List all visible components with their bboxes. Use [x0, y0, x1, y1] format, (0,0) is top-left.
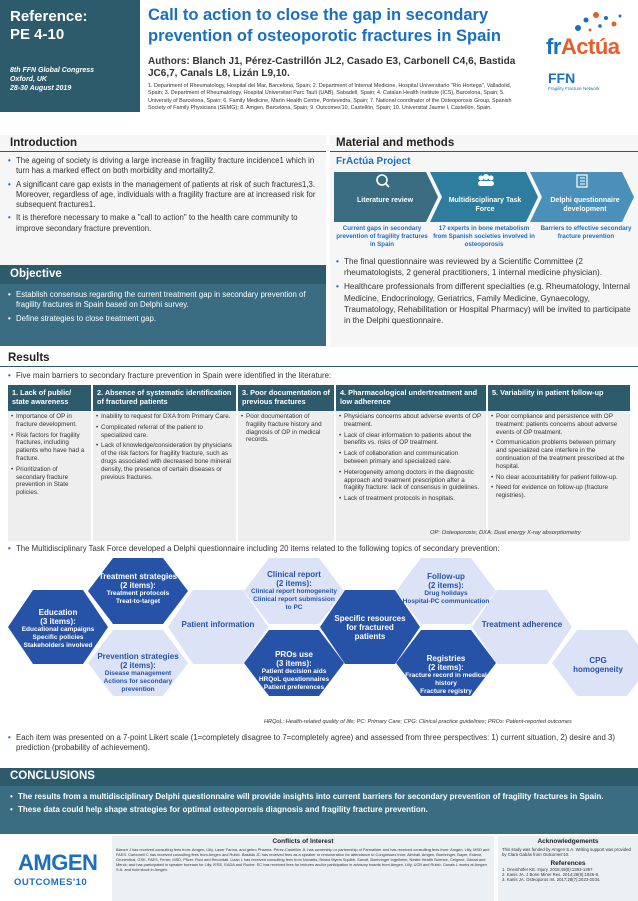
conclusion-bullet: • These data could help shape strategies for optimal osteoporosis diagnosis and fragility fracture prevention. — [10, 805, 628, 815]
step-literature-caption: Current gaps in secondary prevention of fragility fractures in Spain — [336, 225, 428, 248]
intro-bullet: • A significant care gap exists in the management of patients at risk of such fractures1,3. Moreover, regardless of age, individuals with a fragility fracture are at increased risk for subsequent fractures1. — [8, 180, 322, 211]
reference-box — [0, 0, 140, 112]
intro-divider — [0, 151, 326, 152]
hex-clinical-report: Clinical report (2 items): Clinical report homogeneity Clinical report submission to PC — [251, 570, 337, 611]
congress-line-2: Oxford, UK — [10, 76, 47, 83]
reference-item: 1. Oneinhöfer KE. Injury. 2018;49(8):1393-1397. — [502, 867, 594, 872]
barrier-item: • Prioritization of secondary fracture prevention in State policies. — [11, 466, 88, 497]
ffn-sub: Fragility Fracture Network — [548, 86, 600, 91]
reference-label: Reference: — [10, 8, 88, 25]
step-delphi-caption: Barriers to effective secondary fracture prevention — [540, 225, 632, 240]
delphi-bullet: • The Multidisciplinary Task Force developed a Delphi questionnaire including 20 items related to the following topics of secondary prevention: — [8, 544, 630, 554]
barrier-header: 2. Absence of systematic identification of fractured patients — [93, 385, 236, 411]
authors: Authors: Blanch J1, Pérez-Castrillón JL2, Casado E3, Carbonell C4,6, Bastida JC6,7, Canals L8, Lizán L9,10. — [148, 56, 516, 79]
objective-list — [8, 290, 320, 327]
barriers-table — [8, 385, 630, 541]
outcomes10-logo: OUTCOMES'10 — [14, 877, 88, 888]
conflicts-title: Conflicts of Interest — [272, 838, 334, 845]
acknowledgements-box — [498, 836, 638, 901]
results-intro-bullet: • Five main barriers to secondary fracture prevention in Spain were identified in the literature: — [8, 371, 628, 381]
introduction-heading: Introduction — [10, 137, 78, 149]
step-task-force-caption: 17 experts in bone metabolism from Spanish societies involved in osteoporosis — [433, 225, 535, 248]
barrier-item: • Communication problems between primary and specialized care interfere in the continuation of the treatment prescribed at the hospital. — [491, 439, 627, 470]
step-task-force: Multidisciplinary Task Force — [448, 197, 522, 213]
methods-list — [336, 256, 632, 329]
hex-cpg-homogeneity: CPG homogeneity — [573, 656, 623, 674]
barrier-items — [336, 413, 486, 506]
barrier-column-3 — [238, 385, 334, 541]
amgen-logo: AMGEN — [18, 850, 98, 875]
conflicts-text: Blanch J has received consulting fees from: Amgen, Lilly, Laser Farma, and gebro Pharma. Pérez-Castrillón JL has ownership or partnership of Farmalider and has received consulting fees from: Amgen, Lilly, MSD and FAES. Carbonell C has received consulting fees from Amgen and Rubió. Bastida JC has received fees as a speaker or remuneration for attendance to Congresses from: Almirall, Amgen, Boehringer, Bayer, Esteve, Grunenthal, GSK, FAES, Ferrer, MSD, Pfizer, Rovi and Recordati. Lizán L has received consulting fees from Novartis, Bristol Myers Squibb, Sanofi, Boehringer Ingelheim, Nestle Health Science, Celgene, Gilead and Merck; and has participated in speaker bureaus for Lilly, IESE, EADA and Roche. EC has received fees for lectures and/or participation in advisory boards from Amgen, Lilly, UCB and Rubió. Canals L works at Amgen S.A. and hold stock in Amgen. — [116, 847, 490, 872]
barrier-header: 5. Variability in patient follow-up — [488, 385, 630, 411]
results-heading: Results — [8, 352, 50, 364]
dots-icon — [570, 10, 630, 36]
barrier-item: • Importance of OP in fracture development. — [11, 413, 88, 429]
barrier-column-2 — [93, 385, 236, 541]
barrier-item: • Inability to request for DXA from Primary Care. — [96, 413, 233, 421]
results-divider — [0, 366, 638, 367]
table-abbreviations: OP: Osteoporosis; DXA: Dual energy X-ray absorptiometry — [430, 530, 581, 536]
reference-item: 2. Kanis JA. J Bone Miner Res. 2014;29(9):1926-8. — [502, 872, 600, 877]
group-icon — [478, 174, 494, 186]
barrier-column-4 — [336, 385, 486, 541]
affiliations: 1. Department of Rheumatology, Hospital del Mar, Barcelona, Spain; 2. Department of Internal Medicine, Hospital Universitario "Río Hortega", Valladolid, Spain; 3. Department of Rheumatology, Hospital Universitari Parc Taulí (UAB), Sabadell, Spain; 4. Catalan Health Institute (ICS), Barcelona, Spain; 5. University of Barcelona, Spain; 6. Family Medicine, Marín Health Centre, Pontevedra, Spain; 7. National coordinator of the Osteoporosis Group, Spanish Society of Family Physicians (SEMG); 8. Amgen, Barcelona, Spain; 9. Outcomes'10, Castellón, Spain; 10. Universitat Jaume I, Castellón, Spain. — [148, 83, 512, 112]
objective-panel — [0, 284, 326, 346]
barrier-header: 4. Pharmacological undertreatment and low adherence — [336, 385, 486, 411]
hex-abbreviations: HRQoL: Health-related quality of life; PC: Primary Care; CPG: Clinical practice guidelines; PROs: Patient-reported outcomes — [264, 719, 572, 725]
intro-bullet: • It is therefore necessary to make a "call to action" to the health care community to improve secondary fracture prevention. — [8, 213, 322, 234]
methods-heading: Material and methods — [336, 137, 455, 149]
congress-info — [10, 66, 130, 93]
hex-specific-resources: Specific resources for fractured patients — [334, 614, 406, 641]
congress-line-3: 28-30 August 2019 — [10, 85, 72, 92]
references-list — [498, 867, 638, 884]
barrier-items — [488, 413, 630, 503]
barrier-item: • Complicated referral of the patient to specialized care. — [96, 424, 233, 440]
step-delphi-development: Delphi questionnaire development — [550, 197, 620, 213]
conclusions-heading: CONCLUSIONS — [0, 768, 638, 786]
barrier-item: • Lack of knowledge/consideration by physicians of the risk factors for fragility fracture, such as drugs associated with decreased bone mineral density, the presence of certain diseases or previous fractures. — [96, 442, 233, 481]
logo-prefix: fr — [546, 34, 561, 59]
barrier-item: • Poor documentation of fragility fracture history and diagnosis of OP in medical records. — [241, 413, 331, 444]
conclusions-list — [10, 792, 628, 819]
barrier-items — [238, 413, 334, 447]
hex-prevention-strategies: Prevention strategies (2 items): Disease management Actions for secondary prevention — [97, 652, 179, 693]
barrier-item: • Poor compliance and persistence with OP treatment: patients concerns about adverse events of OP treatment. — [491, 413, 627, 436]
barrier-header: 3. Poor documentation of previous fractures — [238, 385, 334, 411]
ffn-logo — [548, 70, 634, 102]
barrier-items — [93, 413, 236, 484]
ack-title: Acknowledgements — [537, 838, 599, 845]
ffn-word: FFN — [548, 70, 576, 86]
ack-text: This study was funded by Amgen S.A. Writing support was provided by Clara Gabás from Outcomes'10. — [502, 847, 631, 857]
hex-treatment-strategies: Treatment strategies (2 items): Treatment protocols Treat-to-target — [98, 572, 178, 605]
objective-bullet: • Define strategies to close treatment gap. — [8, 314, 320, 324]
congress-line-1: 8th FFN Global Congress — [10, 67, 95, 74]
hex-patient-information: Patient information — [181, 620, 255, 629]
project-name: FrActúa Project — [336, 156, 411, 167]
likert-note — [8, 733, 630, 757]
hex-pros-use: PROs use (3 items): Patient decision aids HRQoL questionnaires Patient preferences — [258, 650, 330, 691]
barrier-column-1 — [8, 385, 91, 541]
barrier-item: • Lack of collaboration and communication between primary and specialized care. — [339, 450, 483, 466]
barrier-item: • Heterogeneity among doctors in the diagnostic approach and treatment prescription after a fragility fracture: lack of consensus in guidelines. — [339, 469, 483, 492]
conflicts-box — [112, 836, 494, 901]
barrier-item: • No clear accountability for patient follow-up. — [491, 474, 627, 482]
barrier-item: • Risk factors for fragility fractures, including patients who have had a fracture. — [11, 432, 88, 463]
step-literature-review: Literature review — [356, 197, 414, 204]
intro-bullet: • The ageing of society is driving a large increase in fragility fracture incidence1 which in turn has a marked effect on both morbidity and mortality2. — [8, 156, 322, 177]
barrier-column-5 — [488, 385, 630, 541]
barrier-item: • Lack of clear information to patients about the benefits vs. risks of OP treatment. — [339, 432, 483, 448]
barrier-item: • Need for evidence on follow-up (fracture registries). — [491, 484, 627, 500]
introduction-list — [8, 156, 322, 237]
reference-code: PE 4-10 — [10, 26, 65, 43]
barrier-header: 1. Lack of public/ state awareness — [8, 385, 91, 411]
poster-title: Call to action to close the gap in secondary prevention of osteoporotic fractures in Spain — [148, 6, 501, 45]
barrier-item: • Physicians concerns about adverse events of OP treatment. — [339, 413, 483, 429]
objective-bullet: • Establish consensus regarding the current treatment gap in secondary prevention of fragility fractures in Spain based on Delphi survey. — [8, 290, 320, 311]
barrier-item: • Lack of treatment protocols in hospitals. — [339, 495, 483, 503]
conclusion-bullet: • The results from a multidisciplinary Delphi questionnaire will provide insights into current barriers for secondary prevention of fragility fractures in Spain. — [10, 792, 628, 802]
methods-divider — [330, 151, 638, 152]
methods-bullet: • Healthcare professionals from different specialties (e.g. Rheumatology, Internal Medicine, Endocrinology, Geriatrics, Family Medicine, Gynaecology, Traumatology, Rehabilitation or Hospital Pharmacy) will be invited to participate in the Delphi questionnaire. — [336, 281, 632, 326]
logo-accent: Actúa — [560, 34, 620, 59]
reference-item: 3. Kanis JA. Osteoporos Int. 2017;28(7):2023-2034. — [502, 877, 601, 882]
hex-education: Education (3 items): Educational campaigns Specific policies Stakeholders involved — [21, 608, 95, 649]
conclusions-panel — [0, 786, 638, 834]
barrier-items — [8, 413, 91, 500]
methods-bullet: • The final questionnaire was reviewed by a Scientific Committee (2 rheumatologists, 2 general practitioners, 1 internal medicine physician). — [336, 256, 632, 278]
hex-treatment-adherence: Treatment adherence — [481, 620, 563, 629]
fractua-logo — [544, 10, 634, 70]
likert-bullet: • Each item was presented on a 7-point Likert scale (1=completely disagree to 7=completely agree) and assessed from three perspectives: 1) current situation, 2) desire and 3) prediction (probability of achievement). — [8, 733, 630, 754]
references-title: References — [550, 860, 586, 867]
delphi-topics-diagram — [0, 556, 638, 726]
results-intro — [8, 371, 628, 384]
objective-heading: Objective — [0, 265, 326, 284]
hex-follow-up: Follow-up (2 items): Drug holidays Hospital-PC communication — [402, 572, 490, 605]
hex-registries: Registries (2 items): Fracture record in medical history Fracture registry — [405, 654, 487, 695]
